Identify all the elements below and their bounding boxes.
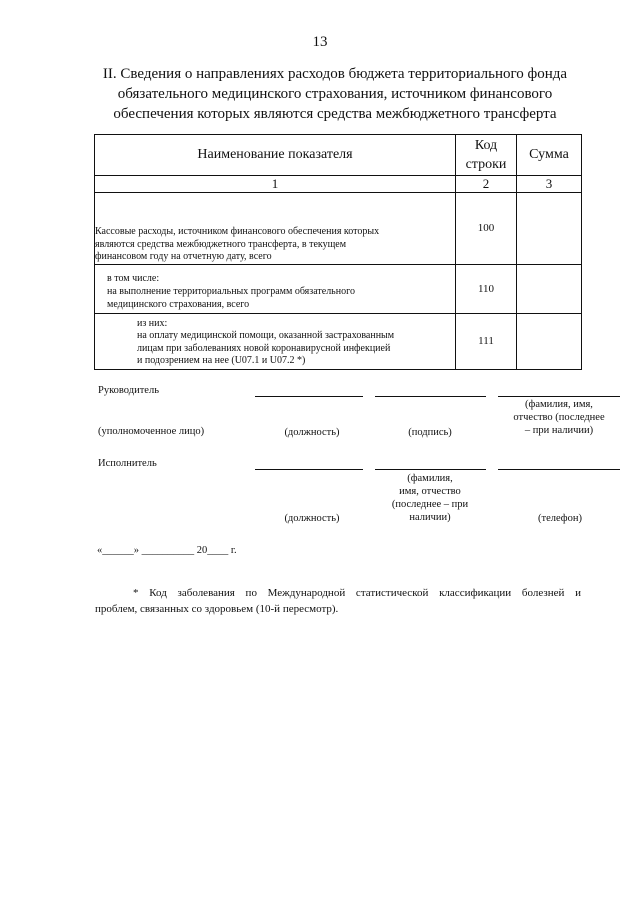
footnote — [95, 585, 581, 617]
indicator-line: в том числе: — [107, 273, 160, 285]
indicator-name — [95, 264, 456, 313]
footnote-line: проблем, связанных со здоровьем (10-й пересмотр). — [95, 603, 339, 615]
head-signature-line[interactable] — [375, 396, 486, 397]
row-sum — [517, 313, 582, 369]
executor-position-line[interactable] — [255, 469, 363, 470]
indicator-line: лицам при заболеваниях новой коронавирусной инфекцией — [137, 342, 391, 354]
section-title — [95, 64, 575, 124]
header-indicator-name: Наименование показателя — [95, 135, 456, 176]
table-row — [95, 264, 582, 313]
footnote-line: * Код заболевания по Международной статистической классификации болезней и — [133, 587, 581, 599]
indicator-name — [95, 193, 456, 265]
caption-line: (фамилия, — [407, 473, 453, 484]
table-row — [95, 193, 582, 265]
executor-label: Исполнитель — [98, 458, 157, 469]
header-code-line: Код — [474, 138, 498, 153]
indicator-line: медицинского страхования, всего — [107, 298, 250, 310]
table-row — [95, 313, 582, 369]
caption-line: наличии) — [409, 512, 451, 523]
executor-phone-line[interactable] — [498, 469, 620, 470]
caption-line: (фамилия, имя, — [525, 399, 593, 410]
header-row-code — [456, 135, 517, 176]
table-header-row — [95, 135, 582, 176]
indicator-name — [95, 313, 456, 369]
row-code: 100 — [456, 193, 517, 265]
page-number: 13 — [312, 34, 328, 50]
row-sum — [517, 193, 582, 265]
executor-fio-caption — [372, 472, 488, 524]
executor-position-caption: (должность) — [284, 513, 340, 524]
head-sub-label: (уполномоченное лицо) — [98, 426, 205, 437]
caption-line: (последнее – при — [391, 499, 469, 510]
date-line[interactable]: «______» __________ 20____ г. — [97, 545, 237, 556]
indicator-line: на оплату медицинской помощи, оказанной застрахованным — [137, 330, 395, 342]
indicator-line: Кассовые расходы, источником финансового обеспечения которых — [95, 226, 380, 237]
section-title-line: обязательного медицинского страхования, источником финансового — [117, 86, 553, 102]
report-table — [94, 134, 582, 370]
executor-phone-caption: (телефон) — [538, 513, 582, 524]
section-title-line: обеспечения которых являются средства межбюджетного трансферта — [113, 106, 557, 122]
column-number: 2 — [456, 176, 517, 193]
head-fio-caption — [492, 398, 626, 437]
head-position-line[interactable] — [255, 396, 363, 397]
column-number: 1 — [95, 176, 456, 193]
row-sum — [517, 264, 582, 313]
caption-line: имя, отчество — [399, 486, 461, 497]
indicator-line: являются средства межбюджетного трансферта, в текущем — [95, 238, 347, 250]
indicator-line: финансовом году на отчетную дату, всего — [95, 251, 272, 263]
head-signature-caption: (подпись) — [408, 427, 452, 438]
head-fio-line[interactable] — [498, 396, 620, 397]
indicator-line: и подозрением на нее (U07.1 и U07.2 *) — [137, 355, 306, 367]
header-code-line: строки — [465, 157, 507, 172]
executor-fio-line[interactable] — [375, 469, 486, 470]
head-label: Руководитель — [98, 385, 159, 396]
row-code: 111 — [456, 313, 517, 369]
header-sum: Сумма — [517, 135, 582, 176]
caption-line: отчество (последнее — [513, 412, 605, 423]
indicator-line: из них: — [137, 317, 168, 329]
row-code: 110 — [456, 264, 517, 313]
column-number: 3 — [517, 176, 582, 193]
head-position-caption: (должность) — [284, 427, 340, 438]
indicator-line: на выполнение территориальных программ обязательного — [107, 285, 355, 297]
section-title-line: II. Сведения о направлениях расходов бюджета территориального фонда — [102, 66, 568, 82]
caption-line: – при наличии) — [524, 425, 594, 436]
column-number-row — [95, 176, 582, 193]
